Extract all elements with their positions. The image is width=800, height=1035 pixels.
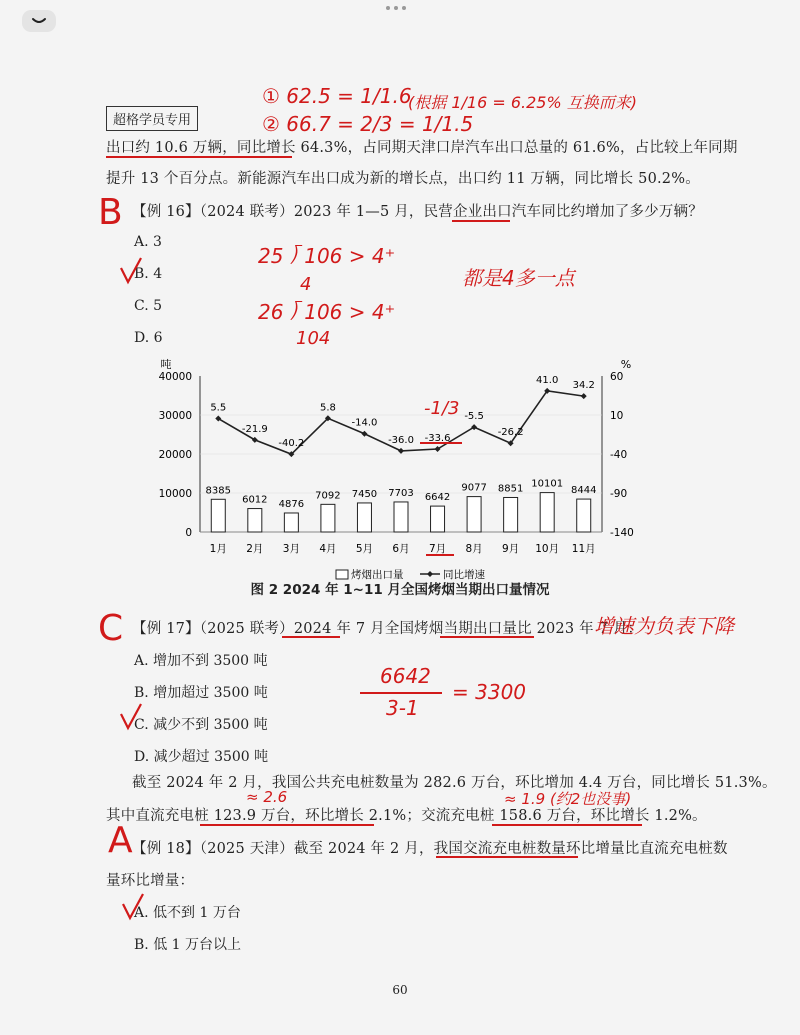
line-point: [398, 448, 404, 454]
collapse-button[interactable]: [22, 10, 56, 32]
x-tick-label: 3月: [282, 543, 300, 555]
line-point: [361, 431, 367, 437]
handwritten-work: 25 ⟌ 106 > 4⁺: [258, 244, 396, 268]
line-data-label: -21.9: [241, 423, 268, 435]
left-tick-label: 30000: [158, 410, 192, 422]
x-tick-label: 5月: [355, 543, 374, 555]
more-horizontal-icon[interactable]: [386, 6, 406, 10]
x-tick-label: 9月: [502, 543, 520, 555]
handwritten-work: 3-1: [386, 696, 419, 720]
handwritten-note-2: ② 66.7 = 2/3 = 1/1.5: [262, 112, 474, 136]
handwritten-work: 4: [300, 274, 312, 295]
x-tick-label: 4月: [319, 543, 337, 555]
line-data-label: 5.8: [319, 402, 336, 414]
bar-data-label: 6012: [242, 494, 268, 506]
left-tick-label: 40000: [158, 371, 192, 383]
handwritten-work: 104: [296, 328, 331, 349]
line-point: [581, 393, 587, 399]
option-b[interactable]: B. 低 1 万台以上: [134, 937, 241, 953]
bar-data-label: 4876: [278, 498, 305, 510]
question-stem: 量环比增量：: [106, 873, 195, 889]
bar: [394, 502, 408, 532]
x-tick-label: 2月: [246, 543, 264, 555]
option-d[interactable]: D. 减少超过 3500 吨: [134, 749, 269, 765]
option-c[interactable]: C. 减少不到 3500 吨: [134, 717, 268, 733]
red-underline: [282, 636, 340, 638]
legend-line-label: 同比增速: [443, 569, 485, 581]
legend-bar-label: 烤烟出口量: [351, 569, 404, 581]
document-page: [0, 40, 800, 1035]
fraction-bar: [360, 692, 442, 694]
viewer-toolbar: [0, 0, 800, 40]
bar-data-label: 7703: [388, 487, 414, 499]
line-data-label: 41.0: [536, 374, 559, 386]
paragraph-line: 提升 13 个百分点。新能源汽车出口成为新的增长点，出口约 11 万辆，同比增长 50.2%。: [106, 171, 700, 187]
option-a[interactable]: A. 低不到 1 万台: [134, 905, 241, 921]
bar: [540, 493, 554, 532]
red-underline: [440, 636, 534, 638]
handwritten-note: 增速为负表下降: [594, 614, 734, 638]
bar-data-label: 7092: [315, 490, 341, 502]
bar: [504, 497, 518, 532]
bar-data-label: 8851: [497, 483, 524, 495]
question-stem: 【例 16】（2024 联考）2023 年 1—5 月，民营企业出口汽车同比约增加了多少万辆？: [132, 204, 703, 220]
handwritten-work: 26 ⟌ 106 > 4⁺: [258, 300, 396, 324]
bar-data-label: 8385: [205, 485, 231, 497]
legend-line-marker: [427, 571, 433, 577]
option-a[interactable]: A. 3: [134, 234, 162, 250]
bar: [467, 497, 481, 532]
chart-annotation: -1/3: [424, 398, 460, 419]
bar: [284, 513, 298, 532]
right-tick-label: -140: [610, 527, 634, 539]
checkmark-icon: [118, 702, 144, 732]
line-data-label: -40.2: [278, 438, 305, 450]
right-tick-label: 10: [610, 410, 624, 422]
question-stem: 【例 17】（2025 联考）2024 年 7 月全国烤烟当期出口量比 2023 年 7 月：: [132, 621, 643, 637]
bar: [321, 504, 335, 532]
paragraph-line: 其中直流充电桩 123.9 万台，环比增长 2.1%；交流充电桩 158.6 万台，环比增长 1.2%。: [106, 808, 707, 824]
right-tick-label: -40: [610, 449, 628, 461]
red-underline: [452, 220, 510, 222]
question-stem: 【例 18】（2025 天津）截至 2024 年 2 月，我国交流充电桩数量环比增量比直流充电桩数: [132, 841, 728, 857]
line-data-label: -36.0: [388, 434, 414, 446]
handwritten-note: ≈ 2.6: [246, 788, 288, 806]
bar-data-label: 6642: [424, 492, 451, 504]
handwritten-work: = 3300: [452, 680, 527, 704]
red-underline: [436, 856, 578, 858]
checkmark-icon: [118, 256, 144, 286]
line-data-label: -33.6: [424, 433, 451, 445]
bar: [577, 499, 591, 532]
bar-data-label: 10101: [531, 478, 564, 490]
left-tick-label: 0: [185, 527, 192, 539]
export-chart: [140, 356, 660, 586]
red-underline: [492, 824, 642, 826]
line-data-label: 5.5: [210, 402, 227, 414]
bar-data-label: 9077: [461, 482, 487, 494]
bar-data-label: 7450: [351, 488, 378, 500]
answer-mark: A: [108, 820, 133, 861]
checkmark-icon: [120, 892, 146, 922]
option-d[interactable]: D. 6: [134, 330, 163, 346]
x-tick-label: 6月: [392, 543, 410, 555]
option-c[interactable]: C. 5: [134, 298, 163, 314]
bar: [211, 499, 225, 532]
bar: [431, 506, 445, 532]
answer-mark: B: [98, 192, 123, 233]
x-tick-label: 10月: [535, 543, 560, 555]
x-tick-label: 1月: [209, 543, 227, 555]
handwritten-note-1: ① 62.5 = 1/1.6: [262, 84, 412, 108]
right-tick-label: -90: [610, 488, 628, 500]
option-b[interactable]: B. 4: [134, 266, 163, 282]
answer-mark: C: [98, 608, 124, 649]
header-label: 超格学员专用: [106, 106, 198, 131]
bar: [248, 509, 262, 532]
left-axis-unit: 吨: [160, 358, 172, 371]
line-data-label: -5.5: [464, 411, 484, 423]
option-a[interactable]: A. 增加不到 3500 吨: [134, 653, 268, 669]
line-data-label: 34.2: [572, 380, 595, 392]
right-tick-label: 60: [610, 371, 624, 383]
left-tick-label: 20000: [158, 449, 192, 461]
bar-data-label: 8444: [571, 485, 597, 497]
chart-caption: 图 2 2024 年 1~11 月全国烤烟当期出口量情况: [250, 582, 550, 598]
red-underline: [420, 442, 462, 444]
handwritten-work: 6642: [380, 664, 431, 688]
red-underline: [426, 554, 454, 556]
x-tick-label: 7月: [428, 543, 447, 555]
x-tick-label: 11月: [571, 543, 596, 555]
paragraph-line: 出口约 10.6 万辆，同比增长 64.3%，占同期天津口岸汽车出口总量的 61.6%，占比较上年同期: [106, 140, 738, 156]
line-data-label: -14.0: [351, 417, 378, 429]
x-tick-label: 8月: [465, 543, 483, 555]
line-data-label: -26.2: [497, 427, 524, 439]
chevron-down-icon: [31, 16, 47, 26]
page-number: 60: [392, 983, 408, 997]
bar: [357, 503, 371, 532]
handwritten-note: 都是4多一点: [462, 266, 575, 290]
red-underline: [106, 156, 292, 158]
left-tick-label: 10000: [158, 488, 192, 500]
handwritten-note-1-detail: (根据 1/16 = 6.25% 互换而来): [408, 93, 637, 112]
option-b[interactable]: B. 增加超过 3500 吨: [134, 685, 268, 701]
right-axis-unit: %: [620, 358, 632, 371]
handwritten-note: ≈ 1.9 (约2也没事): [504, 790, 632, 808]
red-underline: [200, 824, 374, 826]
paragraph-line: 截至 2024 年 2 月，我国公共充电桩数量为 282.6 万台，环比增加 4.4 万台，同比增长 51.3%。: [132, 775, 777, 791]
